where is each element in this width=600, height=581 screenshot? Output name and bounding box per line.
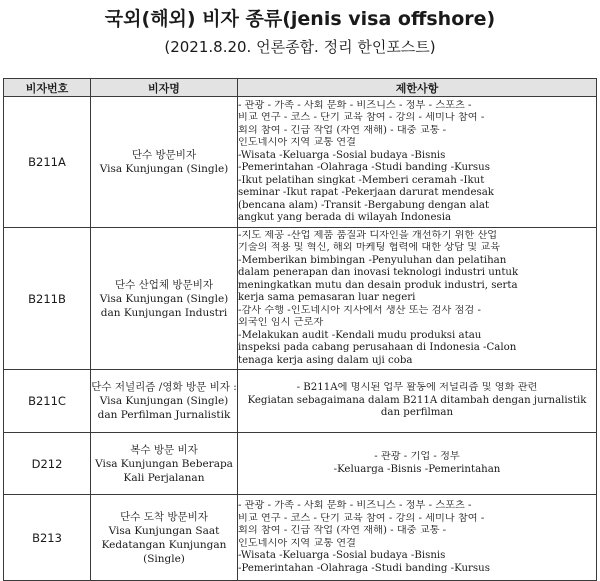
visa-name-korean: 단수 저널리즘 /영화 방문 비자 :: [91, 381, 237, 393]
visa-code: B211B: [4, 228, 91, 370]
restriction-line: 회의 참여 - 긴급 작업 (자연 재해) - 대중 교통 -: [238, 124, 447, 136]
visa-name-korean: 단수 방문비자: [131, 149, 197, 161]
visa-name: [91, 97, 238, 228]
restriction-line: -Ikut pelatihan singkat -Memberi ceramah -Ikut: [238, 174, 485, 186]
visa-types-table: [3, 78, 597, 581]
table-row: [4, 228, 597, 370]
restriction-line: - B211A에 명시된 업무 활동에 저널리즘 및 영화 관련: [296, 382, 538, 394]
table-row: [4, 495, 597, 581]
visa-name-korean: 단수 산업체 방문비자: [115, 278, 213, 291]
visa-name: [91, 228, 238, 370]
restriction-line: -Pemerintahan -Olahraga -Studi banding -Kursus: [238, 162, 490, 173]
restriction-line: seminar -Ikut rapat -Pekerjaan darurat mendesak: [238, 187, 494, 198]
restriction-line: 회의 참여 - 긴급 작업 (자연 재해) - 대중 교통 -: [238, 525, 447, 536]
restriction-line: - 관광 - 가족 - 사회 문화 - 비즈니스 - 정부 - 스포츠 -: [238, 99, 472, 111]
restriction-line: -Melakukan audit -Kendali mudu produksi atau: [238, 329, 482, 341]
document-title: 국외(해외) 비자 종류(jenis visa offshore): [104, 8, 496, 30]
visa-code: B211A: [4, 97, 91, 228]
restriction-line: kerja sama pemasaran luar negeri: [238, 292, 416, 304]
restriction-line: - 관광 - 가족 - 사회 문화 - 비즈니스 - 정부 - 스포츠 -: [238, 500, 472, 511]
visa-restrictions: [238, 97, 597, 228]
visa-restrictions: [238, 370, 597, 433]
restriction-line: -Keluarga -Bisnis -Pemerintahan: [333, 463, 501, 475]
restriction-line: -Pemerintahan -Olahraga -Studi banding -Kursus: [238, 562, 490, 574]
column-header-restrictions: 제한사항: [238, 79, 597, 97]
visa-restrictions: [238, 433, 597, 495]
visa-name-korean: 단수 도착 방문비자: [120, 510, 208, 523]
restriction-line: -지도 제공 -산업 제품 품질과 디자인을 개선하기 위한 산업: [238, 229, 498, 241]
restriction-line: -Memberikan bimbingan -Penyuluhan dan pelatihan: [238, 254, 507, 266]
visa-name-indonesian: Visa Kunjungan Saat Kedatangan Kunjungan (Single): [101, 524, 227, 565]
visa-restrictions: [238, 228, 597, 370]
restriction-line: 인도네시아 지역 교통 연결: [238, 137, 356, 148]
visa-code: B211C: [4, 370, 91, 433]
visa-name: [91, 433, 238, 495]
visa-name: [91, 495, 238, 581]
restriction-line: tenaga kerja asing dalam uji coba: [238, 354, 413, 366]
visa-name-korean: 복수 방문 비자: [130, 443, 198, 456]
restriction-line: -Wisata -Keluarga -Sosial budaya -Bisnis: [238, 149, 446, 161]
restriction-line: 외국인 임시 근로자: [238, 317, 324, 329]
restriction-line: 기술의 적용 및 혁신, 해외 마케팅 협력에 대한 상담 및 교육: [238, 242, 500, 254]
restriction-line: angkut yang berada di wilayah Indonesia: [238, 212, 452, 223]
restriction-line: meningkatkan mutu dan desain produk industri, serta: [238, 279, 518, 291]
table-row: [4, 97, 597, 228]
visa-code: D212: [4, 433, 91, 495]
restriction-line: dalam penerapan dan inovasi teknologi industri untuk: [238, 267, 519, 279]
restriction-line: 인도네시아 지역 교통 연결: [238, 537, 356, 549]
restriction-line: (bencana alam) -Transit -Bergabung dengan alat: [238, 199, 490, 211]
restriction-line: -감사 수행 -인도네시아 지사에서 생산 또는 검사 점검 -: [238, 304, 481, 316]
document-subtitle: (2021.8.20. 언론종합. 정리 한인포스트): [164, 38, 436, 56]
column-header-visa-name: 비자명: [91, 79, 238, 97]
visa-name-indonesian: Visa Kunjungan (Single): [99, 163, 229, 175]
visa-name-indonesian: Visa Kunjungan (Single) dan Perfilman Jurnalistik: [97, 395, 231, 421]
visa-name-indonesian: Visa Kunjungan (Single) dan Kunjungan Industri: [99, 292, 229, 319]
restriction-line: inspeksi pada cabang perusahaan di Indonesia -Calon: [238, 342, 517, 354]
table-header-row: [4, 79, 597, 97]
restriction-line: -Wisata -Keluarga -Sosial budaya -Bisnis: [238, 550, 446, 561]
visa-restrictions: [238, 495, 597, 581]
restriction-line: - 관광 - 기업 - 정부: [374, 451, 460, 462]
table-row: [4, 370, 597, 433]
visa-code: B213: [4, 495, 91, 581]
column-header-visa-number: 비자번호: [4, 79, 91, 97]
restriction-line: Kegiatan sebagaimana dalam B211A ditambah dengan jurnalistik dan perfilman: [247, 394, 587, 419]
restriction-line: 비교 연구 - 코스 - 단기 교육 참여 - 강의 - 세미나 참여 -: [238, 112, 485, 123]
restriction-line: 비교 연구 - 코스 - 단기 교육 참여 - 강의 - 세미나 참여 -: [238, 512, 485, 524]
visa-name-indonesian: Visa Kunjungan Beberapa Kali Perjalanan: [95, 457, 233, 484]
visa-name: [91, 370, 238, 433]
table-row: [4, 433, 597, 495]
